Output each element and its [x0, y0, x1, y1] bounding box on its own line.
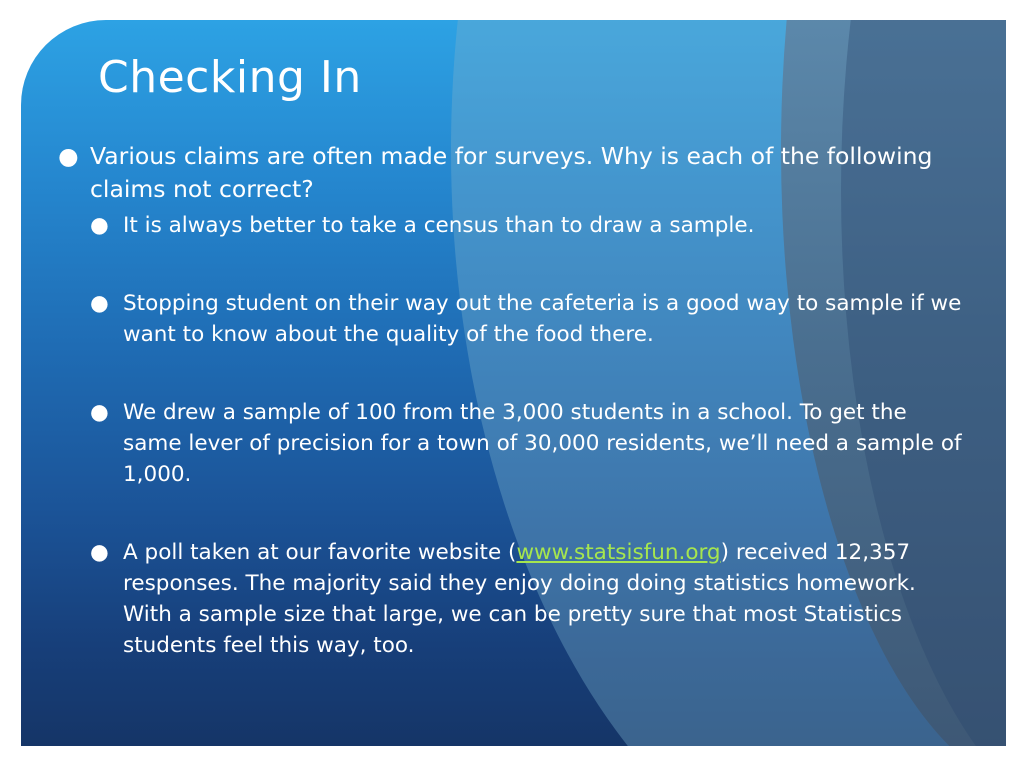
slide-content — [58, 140, 968, 661]
bullet-icon: ● — [90, 540, 109, 565]
statsisfun-link[interactable]: www.statsisfun.org — [516, 540, 721, 565]
sub-bullet-item — [58, 210, 968, 241]
sub-bullet-item — [58, 288, 968, 350]
bullet-icon: ● — [58, 142, 79, 170]
bullet-icon: ● — [90, 400, 109, 425]
main-bullet-item — [58, 140, 968, 206]
sub-bullet-text: It is always better to take a census than to draw a sample. — [123, 213, 755, 238]
bullet-icon: ● — [90, 213, 109, 238]
sub-bullet-item — [58, 537, 968, 661]
sub-bullet-text: Stopping student on their way out the cafeteria is a good way to sample if we want to know about the quality of the food there. — [123, 291, 962, 347]
bullet-icon: ● — [90, 291, 109, 316]
slide-title: Checking In — [98, 52, 362, 103]
sub-bullet-text-part: ) received 12,357 responses. The majority said they enjoy doing doing statistics homework. With a sample size that large, we can be pretty sure that most Statistics students feel this way, too. — [123, 540, 916, 658]
sub-bullet-text-part: A poll taken at our favorite website ( — [123, 540, 517, 565]
sub-bullet-text: We drew a sample of 100 from the 3,000 students in a school. To get the same lever of precision for a town of 30,000 residents, we’ll need a sample of 1,000. — [123, 400, 962, 487]
sub-bullet-item — [58, 397, 968, 490]
main-bullet-text: Various claims are often made for surveys. Why is each of the following claims not correct? — [90, 142, 933, 203]
